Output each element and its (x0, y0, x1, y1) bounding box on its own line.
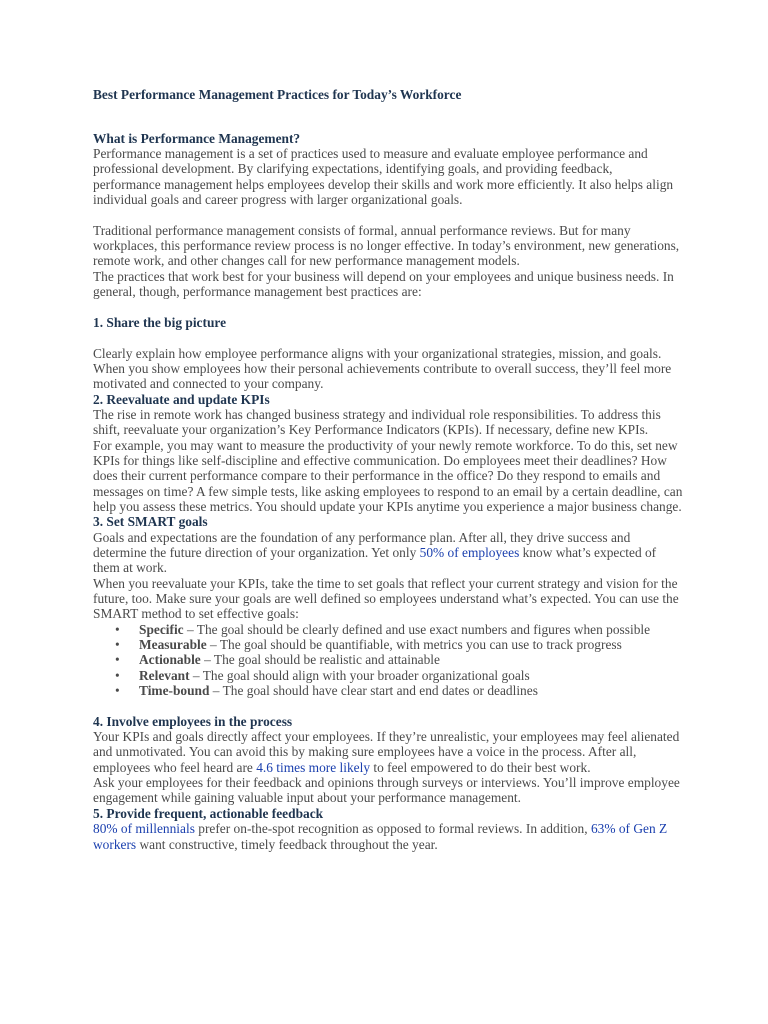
document-title: Best Performance Management Practices for Today’s Workforce (93, 87, 462, 102)
section-3-text-b: know what’s expected of them at work. (93, 544, 657, 576)
smart-term: Relevant (139, 667, 190, 683)
smart-desc: – The goal should align with your broader organizational goals (189, 667, 530, 683)
section-4-heading: 4. Involve employees in the process (93, 713, 293, 729)
smart-list-item (139, 683, 683, 698)
section-1-paragraph: Clearly explain how employee performance aligns with your organizational strategies, mission, and goals. When you show employees how their personal achievements contribute to overall success, they’ll feel more motivated and connected to your company. (93, 345, 672, 392)
intro-paragraph: Performance management is a set of practices used to measure and evaluate employee performance and professional development. By clarifying expectations, identifying goals, and providing feedback, performance management helps employees develop their skills and work more efficiently. It also helps align individual goals and career progress with larger organizational goals. (93, 146, 674, 208)
section-5-heading: 5. Provide frequent, actionable feedback (93, 805, 324, 821)
employees-stat-link[interactable]: 50% of employees (419, 544, 520, 560)
smart-list-item (139, 622, 683, 637)
section-5-paragraph (93, 821, 683, 852)
smart-list (93, 622, 683, 699)
what-heading: What is Performance Management? (93, 130, 301, 146)
section-3-paragraph-2: When you reevaluate your KPIs, take the time to set goals that reflect your current strategy and vision for the future, too. Make sure your goals are well defined so employees understand what’s expected. You can use the SMART method to set effective goals: (93, 575, 679, 622)
section-4-text-a: Your KPIs and goals directly affect your employees. If they’re unrealistic, your employees may feel alienated and unmotivated. You can avoid this by making sure employees have a voice in the process. After all, employees who feel heard are (93, 729, 680, 775)
section-2-paragraph-1: The rise in remote work has changed business strategy and individual role responsibilities. To address this shift, reevaluate your organization’s Key Performance Indicators (KPIs). If necessary, define new KPIs. (93, 406, 661, 438)
millennials-stat-link[interactable]: 80% of millennials (93, 821, 195, 837)
heard-stat-link[interactable]: 4.6 times more likely (256, 759, 371, 775)
smart-desc: – The goal should have clear start and end dates or deadlines (209, 683, 538, 699)
smart-list-item (139, 652, 683, 667)
smart-list-item (139, 668, 683, 683)
section-2-heading: 2. Reevaluate and update KPIs (93, 391, 270, 407)
section-4-text-b: to feel empowered to do their best work. (370, 759, 591, 775)
smart-term: Specific (139, 621, 184, 637)
section-1-heading: 1. Share the big picture (93, 314, 227, 330)
section-3-text-a: Goals and expectations are the foundation of any performance plan. After all, they drive success and determine the future direction of your organization. Yet only (93, 529, 631, 560)
section-3-heading: 3. Set SMART goals (93, 514, 208, 530)
smart-list-item (139, 637, 683, 652)
practices-paragraph: The practices that work best for your business will depend on your employees and unique business needs. In general, though, performance management best practices are: (93, 268, 674, 300)
section-4-paragraph-2: Ask your employees for their feedback and opinions through surveys or interviews. You’ll improve employee engagement while gaining valuable input about your performance management. (93, 775, 680, 806)
section-5-text-a: prefer on-the-spot recognition as opposed to formal reviews. In addition, (194, 821, 591, 837)
smart-desc: – The goal should be quantifiable, with metrics you can use to track progress (206, 637, 622, 653)
smart-term: Actionable (139, 652, 201, 668)
genz-stat-link[interactable]: 63% of Gen Z workers (93, 821, 668, 852)
document-body (93, 87, 683, 852)
section-5-text-b: want constructive, timely feedback throughout the year. (136, 836, 438, 852)
smart-desc: – The goal should be realistic and attainable (200, 652, 440, 668)
section-3-paragraph-1 (93, 530, 683, 576)
smart-term: Time-bound (139, 683, 210, 699)
smart-desc: – The goal should be clearly defined and use exact numbers and figures when possible (183, 621, 651, 637)
smart-term: Measurable (139, 637, 207, 653)
traditional-paragraph: Traditional performance management consists of formal, annual performance reviews. But for many workplaces, this performance review process is no longer effective. In today’s environment, new generations, remote work, and other changes call for new performance management models. (93, 222, 680, 269)
section-4-paragraph-1 (93, 729, 683, 775)
section-2-paragraph-2: For example, you may want to measure the productivity of your newly remote workforce. To do this, set new KPIs for things like self-discipline and effective communication. Do employees meet their deadlines? How does their current performance compare to their performance in the office? Do they respond to emails and messages on time? A few simple tests, like asking employees to respond to an email by a certain deadline, can help you assess these metrics. You should update your KPIs anytime you experience a major business change. (93, 437, 683, 514)
